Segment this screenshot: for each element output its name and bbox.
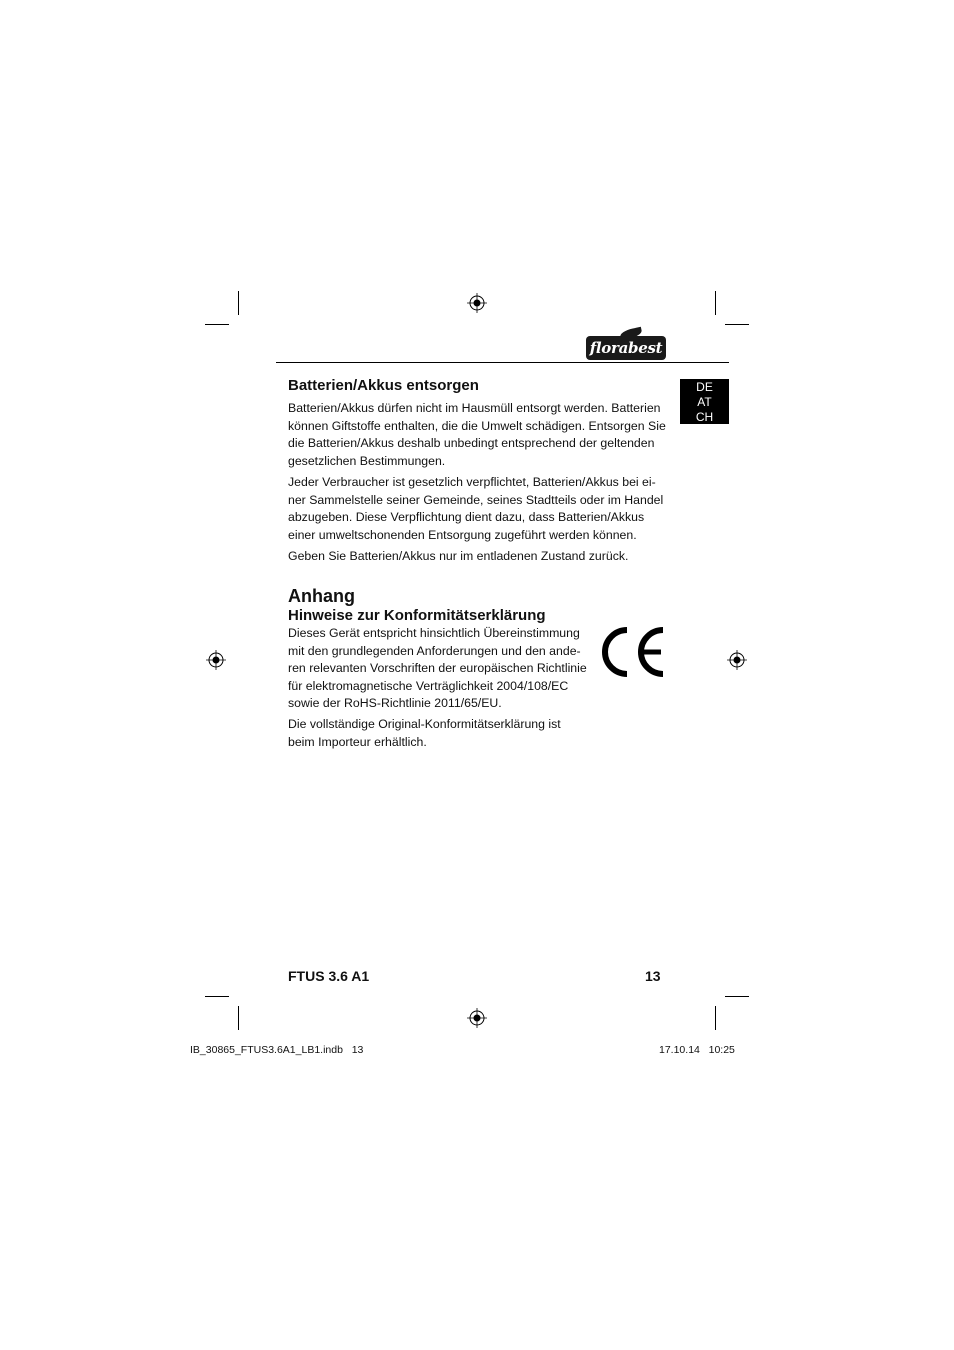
section-heading-conformity: Hinweise zur Konformitätserklärung bbox=[288, 607, 546, 624]
registration-mark-icon bbox=[727, 650, 747, 670]
crop-mark bbox=[725, 324, 749, 325]
paragraph: Dieses Gerät entspricht hinsichtlich Übereinstimmung mit den grundlegenden Anforderungen und den ande- ren relevanten Vorschriften der europäischen Richtlinie für elektromagnetische Verträglichkeit 2004/108/EC sowie der RoHS-Richtlinie 2011/65/EU. bbox=[288, 626, 587, 711]
registration-mark-icon bbox=[467, 1008, 487, 1028]
header-rule bbox=[276, 362, 729, 363]
page-section-title: Anhang bbox=[288, 586, 355, 606]
crop-mark bbox=[238, 1006, 239, 1030]
crop-mark bbox=[205, 996, 229, 997]
ce-mark-icon bbox=[597, 626, 667, 678]
crop-mark bbox=[715, 291, 716, 315]
paragraph: Geben Sie Batterien/Akkus nur im entladenen Zustand zurück. bbox=[288, 549, 629, 563]
page-number: 13 bbox=[645, 968, 661, 984]
crop-mark bbox=[725, 996, 749, 997]
brand-logo: florabest bbox=[586, 336, 666, 360]
crop-mark bbox=[205, 324, 229, 325]
paragraph: Batterien/Akkus dürfen nicht im Hausmüll entsorgt werden. Batterien können Giftstoffe enthalten, die die Umwelt schädigen. Entsorgen Sie die Batterien/Akkus deshalb unbedingt entsprechend der geltenden gesetzlichen Bestimmungen. bbox=[288, 401, 666, 468]
language-code-ch: CH bbox=[695, 410, 714, 424]
language-tab bbox=[680, 379, 729, 424]
language-code-de: DE bbox=[696, 380, 713, 394]
crop-mark bbox=[715, 1006, 716, 1030]
section-heading-battery: Batterien/Akkus entsorgen bbox=[288, 377, 479, 394]
registration-mark-icon bbox=[467, 293, 487, 313]
print-slug-date: 17.10.14 10:25 bbox=[659, 1044, 735, 1056]
crop-mark bbox=[238, 291, 239, 315]
paragraph: Die vollständige Original-Konformitätserklärung ist beim Importeur erhältlich. bbox=[288, 717, 561, 749]
registration-mark-icon bbox=[206, 650, 226, 670]
print-slug-file: IB_30865_FTUS3.6A1_LB1.indb 13 bbox=[190, 1044, 364, 1056]
model-number: FTUS 3.6 A1 bbox=[288, 968, 370, 984]
paragraph: Jeder Verbraucher ist gesetzlich verpflichtet, Batterien/Akkus bei ei- ner Sammelstelle seiner Gemeinde, seines Stadtteils oder im Handel abzugeben. Diese Verpflichtung dient dazu, dass Batterien/Akkus einer umweltschonenden Entsorgung zugeführt werden können. bbox=[288, 475, 664, 542]
language-code-at: AT bbox=[697, 395, 712, 409]
